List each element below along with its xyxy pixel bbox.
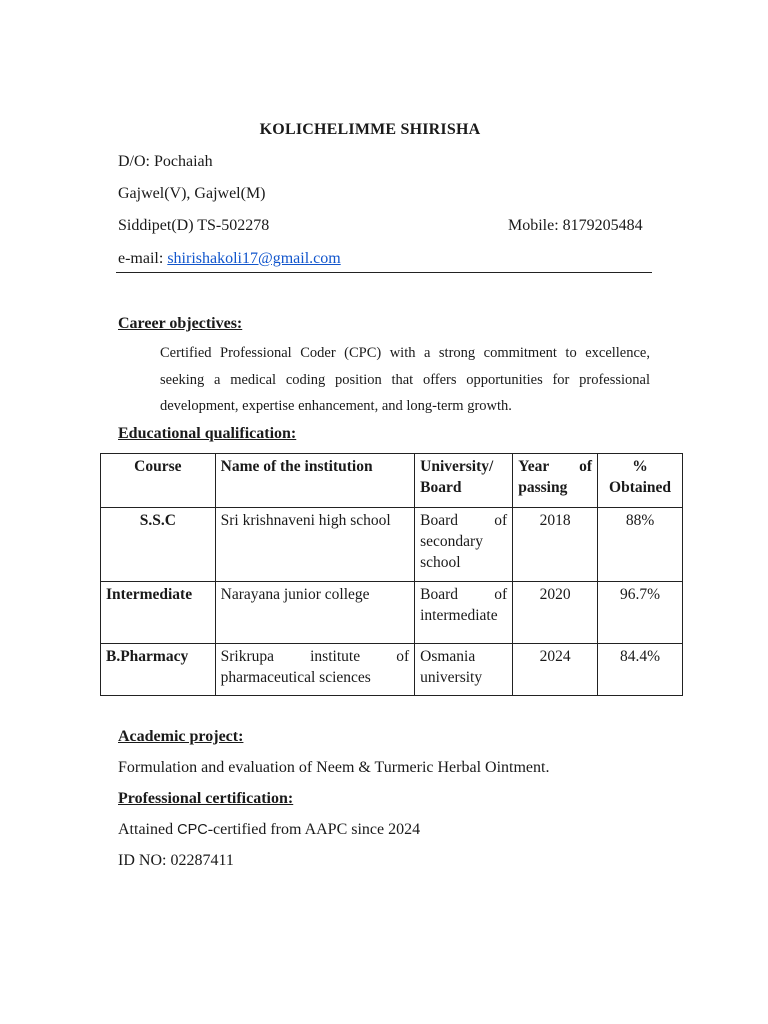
education-table — [100, 453, 683, 696]
header-board-line2: Board — [420, 479, 462, 496]
row-board-line2: university — [420, 669, 483, 686]
mobile-number: Mobile: 8179205484 — [508, 217, 643, 234]
row-year: 2020 — [513, 582, 598, 644]
header-year — [513, 454, 598, 508]
row-course: S.S.C — [101, 508, 216, 582]
row-percent: 96.7% — [598, 582, 683, 644]
row-course: B.Pharmacy — [101, 644, 216, 696]
row-percent: 88% — [598, 508, 683, 582]
row-board-rest: secondary school — [420, 533, 483, 571]
career-line-1: Certified Professional Coder (CPC) with a strong commitment to excellence, — [160, 345, 650, 361]
parent-line: D/O: Pochaiah — [118, 153, 213, 170]
career-heading: Career objectives: — [118, 315, 243, 332]
certification-id: ID NO: 02287411 — [118, 852, 234, 869]
table-row — [101, 582, 683, 644]
row-board-of: of — [494, 586, 508, 603]
header-percent-obtained: Obtained — [609, 479, 672, 496]
header-percent-sign: % — [632, 458, 648, 475]
table-row — [101, 508, 683, 582]
row-year: 2024 — [513, 644, 598, 696]
row-board-word: Board — [420, 512, 459, 529]
certification-heading: Professional certification: — [118, 790, 294, 807]
row-board-of: of — [494, 512, 508, 529]
certification-text-pre: Attained — [118, 821, 178, 838]
address-line-2: Siddipet(D) TS-502278 — [118, 217, 270, 234]
career-line-3: development, expertise enhancement, and long-term growth. — [160, 398, 512, 414]
table-row — [101, 644, 683, 696]
email-link[interactable]: shirishakoli17@gmail.com — [167, 250, 341, 267]
row-board-rest: intermediate — [420, 607, 498, 624]
candidate-name: KOLICHELIMME SHIRISHA — [259, 121, 481, 138]
career-line-2: seeking a medical coding position that offers opportunities for professional — [160, 371, 650, 388]
row-institution-line2: pharmaceutical sciences — [220, 669, 371, 686]
row-institution: Sri krishnaveni high school — [215, 508, 415, 582]
row-year: 2018 — [513, 508, 598, 582]
row-board-line1: Osmania — [420, 648, 476, 665]
header-board — [415, 454, 513, 508]
row-institution-line1: Srikrupa institute of — [220, 648, 410, 665]
table-header-row — [101, 454, 683, 508]
education-heading: Educational qualification: — [118, 425, 297, 442]
row-board-word: Board — [420, 586, 459, 603]
row-board — [415, 582, 513, 644]
header-institution: Name of the institution — [215, 454, 415, 508]
certification-text-post: -certified from AAPC since 2024 — [207, 821, 421, 838]
address-line-1: Gajwel(V), Gajwel(M) — [118, 185, 266, 202]
header-year-of: of — [579, 458, 593, 475]
row-board — [415, 644, 513, 696]
header-year-word: Year — [518, 458, 550, 475]
certification-cpc: CPC — [177, 822, 208, 838]
row-institution: Narayana junior college — [215, 582, 415, 644]
certification-text — [118, 821, 420, 839]
email-line — [118, 250, 341, 268]
row-institution — [215, 644, 415, 696]
header-board-line1: University/ — [420, 458, 494, 475]
project-text: Formulation and evaluation of Neem & Turmeric Herbal Ointment. — [118, 759, 550, 776]
header-course: Course — [101, 454, 216, 508]
header-divider — [116, 272, 652, 273]
header-percent — [598, 454, 683, 508]
career-paragraph — [160, 340, 650, 420]
row-percent: 84.4% — [598, 644, 683, 696]
email-label: e-mail: — [118, 250, 168, 267]
row-board — [415, 508, 513, 582]
project-heading: Academic project: — [118, 728, 244, 745]
row-course: Intermediate — [101, 582, 216, 644]
header-year-passing: passing — [518, 479, 568, 496]
